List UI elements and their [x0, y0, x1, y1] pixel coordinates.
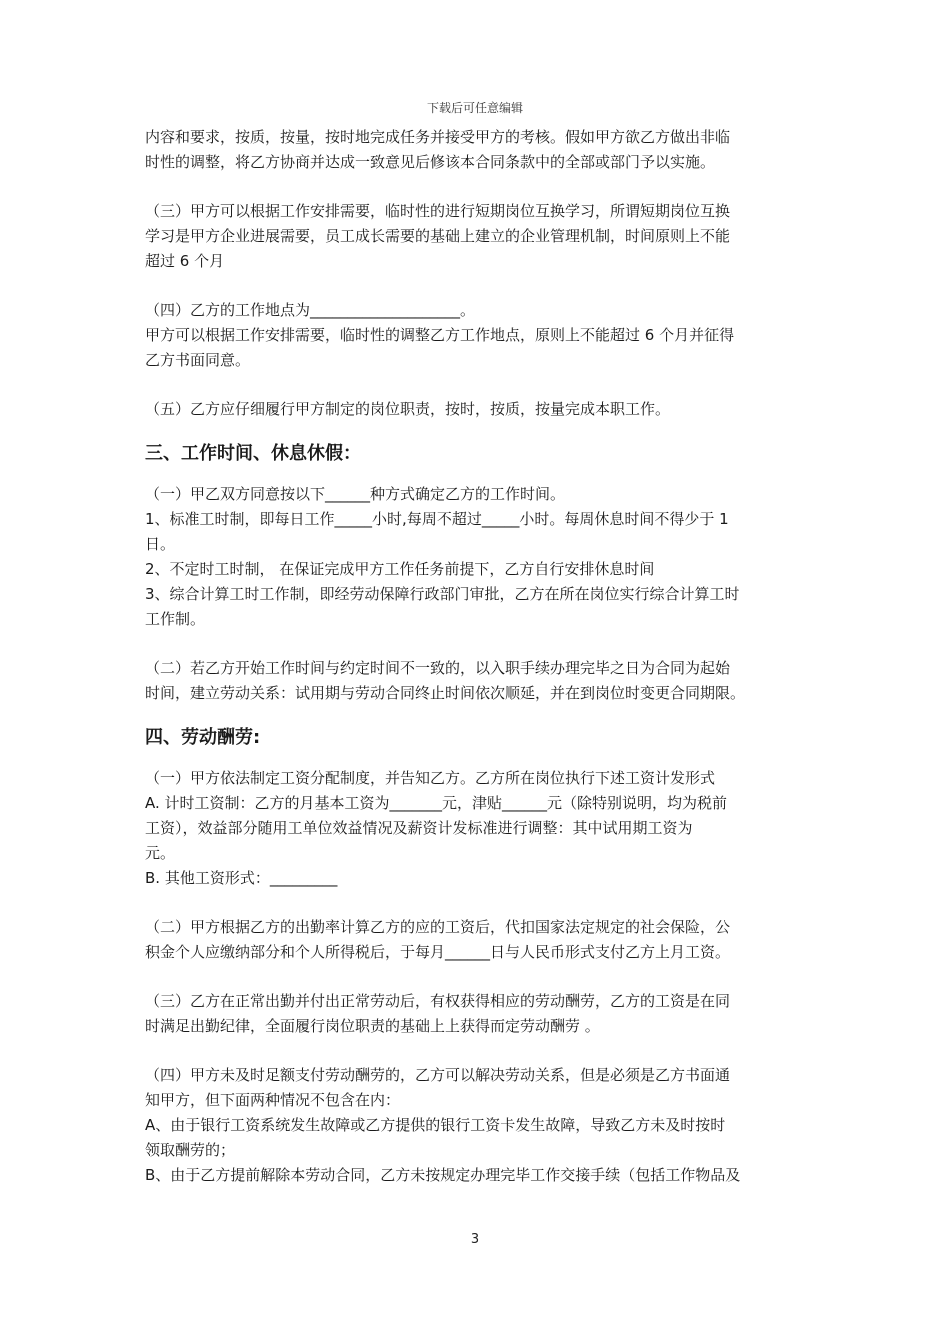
paragraph-line: （二）甲方根据乙方的出勤率计算乙方的应的工资后，代扣国家法定规定的社会保险，公: [145, 918, 731, 936]
paragraph-line: 2、不定时工时制， 在保证完成甲方工作任务前提下，乙方自行安排休息时间: [145, 560, 655, 578]
paragraph-line: （五）乙方应仔细履行甲方制定的岗位职责，按时，按质，按量完成本职工作。: [145, 400, 671, 418]
paragraph-line: 时满足出勤纪律，全面履行岗位职责的基础上上获得而定劳动酬劳 。: [145, 1017, 600, 1035]
paragraph-line: （三）甲方可以根据工作安排需要，临时性的进行短期岗位互换学习，所谓短期岗位互换: [145, 202, 731, 220]
paragraph-line: 超过 6 个月: [145, 252, 225, 270]
paragraph-line: （三）乙方在正常出勤并付出正常劳动后，有权获得相应的劳动酬劳，乙方的工资是在同: [145, 992, 731, 1010]
page-header: 下载后可任意编辑: [426, 101, 523, 115]
paragraph-line: B. 其他工资形式：_________: [145, 869, 338, 887]
paragraph-line: 元。: [145, 844, 176, 862]
paragraph-line: 学习是甲方企业进展需要，员工成长需要的基础上建立的企业管理机制，时间原则上不能: [145, 227, 731, 245]
paragraph-line: 时间，建立劳动关系：试用期与劳动合同终止时间依次顺延，并在到岗位时变更合同期限。: [145, 684, 746, 702]
paragraph-line: 时性的调整，将乙方协商并达成一致意见后修该本合同条款中的全部或部门予以实施。: [145, 153, 716, 171]
paragraph-line: 知甲方，但下面两种情况不包含在内：: [145, 1091, 401, 1109]
paragraph-line: 工资），效益部分随用工单位效益情况及薪资计发标准进行调整：其中试用期工资为: [145, 819, 693, 837]
paragraph-line: 乙方书面同意。: [145, 351, 251, 369]
paragraph-line: 领取酬劳的；: [145, 1141, 236, 1159]
paragraph-line: 甲方可以根据工作安排需要，临时性的调整乙方工作地点，原则上不能超过 6 个月并征得: [145, 326, 735, 344]
paragraph-line: 工作制。: [145, 610, 206, 628]
paragraph-line: A、由于银行工资系统发生故障或乙方提供的银行工资卡发生故障，导致乙方未及时按时: [145, 1116, 726, 1134]
page-number: 3: [470, 1232, 480, 1247]
paragraph-line: 积金个人应缴纳部分和个人所得税后，于每月______日与人民币形式支付乙方上月工资。: [145, 943, 731, 961]
section-heading-work-time: 三、工作时间、休息休假：: [145, 443, 361, 464]
paragraph-line: （一）甲方依法制定工资分配制度，并告知乙方。乙方所在岗位执行下述工资计发形式: [145, 769, 716, 787]
section-heading-remuneration: 四、劳动酬劳:: [145, 727, 261, 748]
paragraph-line: （一）甲乙双方同意按以下______种方式确定乙方的工作时间。: [145, 485, 566, 503]
paragraph-line: 日。: [145, 535, 176, 553]
paragraph-line: B、由于乙方提前解除本劳动合同，乙方未按规定办理完毕工作交接手续（包括工作物品及: [145, 1166, 741, 1184]
paragraph-line: 3、综合计算工时工作制，即经劳动保障行政部门审批，乙方在所在岗位实行综合计算工时: [145, 585, 740, 603]
paragraph-line: 内容和要求，按质，按量，按时地完成任务并接受甲方的考核。假如甲方欲乙方做出非临: [145, 128, 731, 146]
paragraph-line: （二）若乙方开始工作时间与约定时间不一致的，以入职手续办理完毕之日为合同为起始: [145, 659, 731, 677]
paragraph-line: （四）乙方的工作地点为____________________。: [145, 301, 476, 319]
paragraph-line: A. 计时工资制：乙方的月基本工资为_______元，津贴______元（除特别说明，均为税前: [145, 794, 728, 812]
paragraph-line: 1、标准工时制，即每日工作_____小时,每周不超过_____小时。每周休息时间不得少于 1: [145, 510, 729, 528]
document-body: [145, 125, 810, 1188]
paragraph-line: （四）甲方未及时足额支付劳动酬劳的，乙方可以解决劳动关系，但是必须是乙方书面通: [145, 1066, 731, 1084]
